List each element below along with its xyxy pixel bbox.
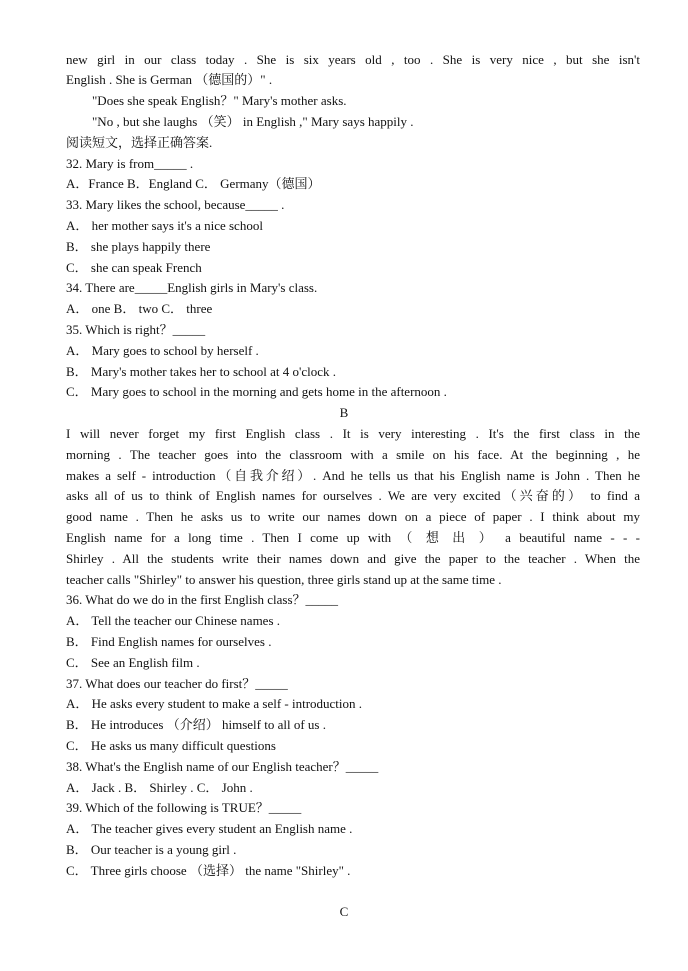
question-37-option-a: A． He asks every student to make a self - introduction . (66, 696, 363, 711)
question-35: 35. Which is right？_____ (66, 322, 206, 337)
question-38: 38. What's the English name of our English teacher？_____ (66, 759, 379, 774)
question-39-option-a: A． The teacher gives every student an English name . (66, 821, 353, 836)
question-36: 36. What do we do in the first English class？_____ (66, 592, 339, 607)
question-33-option-a: A． her mother says it's a nice school (66, 218, 263, 233)
question-33-option-c: C． she can speak French (66, 260, 202, 275)
question-36-option-a: A． Tell the teacher our Chinese names . (66, 613, 281, 628)
passage-b-line: good name . Then he asks us to write our names down on a piece of paper . I think about my (66, 509, 640, 524)
question-33-option-b: B． she plays happily there (66, 239, 211, 254)
question-34: 34. There are_____English girls in Mary's class. (66, 280, 318, 295)
question-37-option-c: C． He asks us many difficult questions (66, 738, 276, 753)
question-39-option-b: B． Our teacher is a young girl . (66, 842, 237, 857)
question-37-option-b: B． He introduces （介绍） himself to all of us . (66, 717, 326, 732)
question-34-options: A． one B． two C． three (66, 301, 213, 316)
question-33: 33. Mary likes the school, because_____ . (66, 197, 285, 212)
question-39: 39. Which of the following is TRUE？_____ (66, 800, 302, 815)
passage-a-line: English . She is German （德国的）" . (66, 72, 273, 87)
question-32: 32. Mary is from_____ . (66, 156, 194, 171)
question-38-options: A． Jack . B． Shirley . C． John . (66, 780, 253, 795)
passage-b-line: I will never forget my first English class . It is very interesting . It's the first class in the (66, 426, 640, 441)
section-b-heading: B (339, 405, 349, 420)
passage-b-line: morning . The teacher goes into the classroom with a smile on his face. At the beginning , he (66, 447, 640, 462)
passage-a-line: "Does she speak English？" Mary's mother asks. (92, 93, 347, 108)
question-35-option-a: A． Mary goes to school by herself . (66, 343, 259, 358)
question-35-option-c: C． Mary goes to school in the morning and gets home in the afternoon . (66, 384, 447, 399)
passage-a-line: "No , but she laughs （笑） in English ," Mary says happily . (92, 114, 414, 129)
question-35-option-b: B． Mary's mother takes her to school at 4 o'clock . (66, 364, 337, 379)
question-32-options: A．France B．England C． Germany（德国） (66, 176, 321, 191)
passage-b-line: makes a self - introduction（自我介绍）. And he tells us that his English name is John . Then he (66, 468, 640, 483)
instruction-text: 阅读短文，选择正确答案. (66, 135, 213, 150)
passage-b-line: Shirley . All the students write their names down and give the paper to the teacher . When the (66, 551, 640, 566)
question-36-option-b: B． Find English names for ourselves . (66, 634, 272, 649)
question-37: 37. What does our teacher do first？_____ (66, 676, 288, 691)
question-39-option-c: C． Three girls choose （选择） the name "Shirley" . (66, 863, 351, 878)
question-36-option-c: C． See an English film . (66, 655, 200, 670)
passage-b-line: English name for a long time . Then I come up with （ 想 出 ） a beautiful name - - - (66, 530, 640, 545)
section-c-heading: C (339, 904, 349, 919)
passage-a-line: new girl in our class today . She is six years old , too . She is very nice , but she isn't (66, 52, 640, 67)
passage-b-line: teacher calls "Shirley" to answer his question, three girls stand up at the same time . (66, 572, 502, 587)
passage-b-line: asks all of us to think of English names for ourselves . We are very excited（兴奋的） to find a (66, 488, 640, 503)
